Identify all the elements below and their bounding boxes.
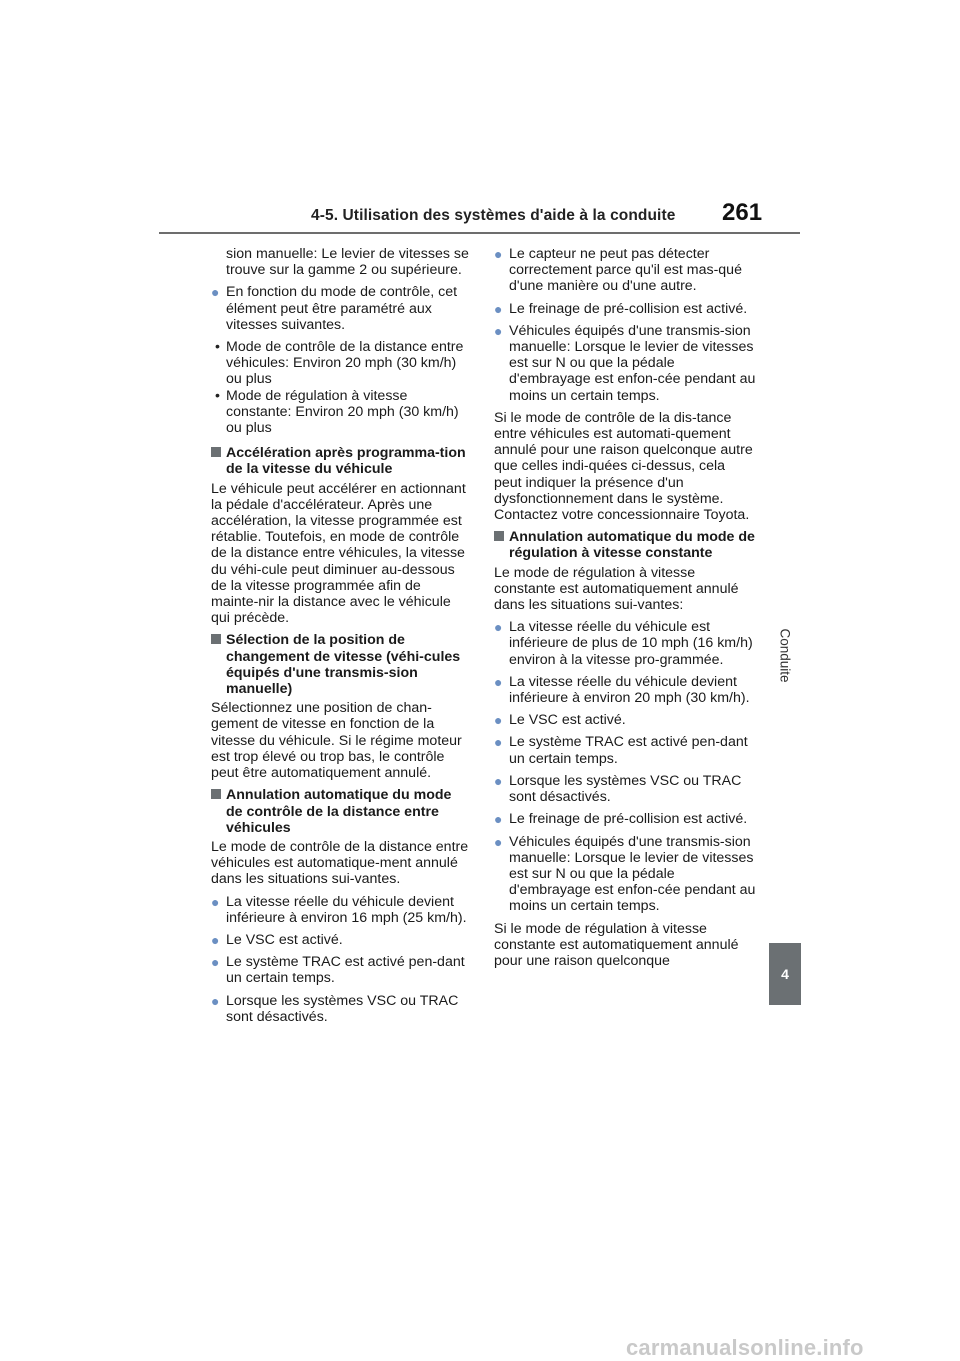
bullet-icon: ● [211, 992, 220, 1009]
bullet-icon: ● [211, 284, 220, 301]
list-item: ● Véhicules équipés d'une transmis-sion manuelle: Lorsque le levier de vitesses est sur N ou que la pédale d'embrayage est enfon-cée pendant au moins un certain temps. [494, 322, 756, 404]
list-item: ● Le VSC est activé. [211, 931, 343, 948]
chapter-tab [769, 943, 801, 1005]
continued-text: sion manuelle: Le levier de vitesses se trouve sur la gamme 2 ou supérieure. [226, 246, 469, 279]
bullet-icon: ● [494, 246, 503, 262]
bullet-icon: ● [211, 954, 220, 971]
list-item: ● La vitesse réelle du véhicule devient inférieure à environ 20 mph (30 km/h). [494, 673, 750, 707]
list-item: ● La vitesse réelle du véhicule devient inférieure à environ 16 mph (25 km/h). [211, 893, 467, 926]
right-column [494, 246, 756, 975]
bullet-icon: ● [494, 673, 503, 690]
chapter-label [775, 620, 795, 690]
bullet-icon: ● [494, 811, 503, 828]
list-item: ● Lorsque les systèmes VSC ou TRAC sont désactivés. [494, 772, 742, 806]
list-item: ● En fonction du mode de contrôle, cet élément peut être paramétré aux vitesses suivantes. [211, 284, 458, 333]
header-rule [159, 232, 800, 234]
section-title: 4-5. Utilisation des systèmes d'aide à la conduite [311, 207, 676, 224]
sub-list-item: • Mode de régulation à vitesse constante: Environ 20 mph (30 km/h) ou plus [215, 387, 459, 437]
dash-icon: • [215, 339, 220, 356]
bullet-icon: ● [494, 833, 503, 850]
square-bullet-icon [494, 531, 504, 541]
chapter-label-text: Conduite [777, 627, 793, 683]
bullet-icon: ● [494, 619, 503, 636]
list-item: ● Le freinage de pré-collision est activé. [494, 300, 748, 317]
paragraph: Si le mode de régulation à vitesse constante est automatiquement annulé pour une raison quelconque [494, 920, 739, 969]
bullet-icon: ● [494, 322, 503, 339]
sub-list-item: • Mode de contrôle de la distance entre véhicules: Environ 20 mph (30 km/h) ou plus [215, 339, 464, 388]
section-heading: Annulation automatique du mode de contrôle de la distance entre véhicules [211, 787, 471, 836]
bullet-icon: ● [494, 712, 503, 729]
bullet-icon: ● [494, 300, 503, 317]
square-bullet-icon [211, 447, 221, 457]
bullet-icon: ● [211, 931, 220, 948]
list-item: ● Lorsque les systèmes VSC ou TRAC sont désactivés. [211, 992, 459, 1025]
list-item: ● Le capteur ne peut pas détecter correctement parce qu'il est mas-qué d'une manière ou d'une autre. [494, 246, 742, 295]
section-heading: Accélération après programma-tion de la vitesse du véhicule [211, 445, 471, 477]
bullet-icon: ● [494, 772, 503, 789]
square-bullet-icon [211, 634, 221, 644]
list-item: ● Le freinage de pré-collision est activé. [494, 811, 748, 828]
bullet-icon: ● [494, 734, 503, 751]
paragraph: Le mode de régulation à vitesse constante est automatiquement annulé dans les situations sui-vantes: [494, 564, 739, 614]
paragraph: Sélectionnez une position de chan-gement de vitesse en fonction de la vitesse du véhicule. Si le régime moteur est trop élevé ou trop bas, le contrôle peut être automatiquement annulé. [211, 700, 462, 782]
paragraph: Si le mode de contrôle de la dis-tance entre véhicules est automati-quement annulé pour une raison quelconque autre que celles indi-quées ci-dessus, cela peut indiquer la présence d'un dysfonctionnement dans le système. Contactez votre concessionnaire Toyota. [494, 409, 753, 524]
list-item: ● Le système TRAC est activé pen-dant un certain temps. [211, 954, 465, 987]
section-heading: Sélection de la position de changement de vitesse (véhi-cules équipés d'une transmis-sion manuelle) [211, 632, 471, 697]
dash-icon: • [215, 387, 220, 404]
page-number: 261 [722, 199, 763, 226]
watermark: carmanualsonline.info [626, 1335, 864, 1360]
chapter-number: 4 [781, 966, 789, 982]
square-bullet-icon [211, 789, 221, 799]
paragraph: Le mode de contrôle de la distance entre véhicules est automatique-ment annulé dans les situations sui-vantes. [211, 838, 469, 888]
left-column [211, 246, 471, 1031]
section-heading: Annulation automatique du mode de régulation à vitesse constante [494, 529, 756, 561]
list-item: ● La vitesse réelle du véhicule est inférieure de plus de 10 mph (16 km/h) environ à la vitesse pro-grammée. [494, 619, 753, 668]
list-item: ● Véhicules équipés d'une transmis-sion manuelle: Lorsque le levier de vitesses est sur N ou que la pédale d'embrayage est enfon-cée pendant au moins un certain temps. [494, 833, 756, 915]
list-item: ● Le VSC est activé. [494, 712, 626, 729]
list-item: ● Le système TRAC est activé pen-dant un certain temps. [494, 734, 748, 767]
bullet-icon: ● [211, 893, 220, 910]
paragraph: Le véhicule peut accélérer en actionnant la pédale d'accélérateur. Après une accélération, la vitesse programmée est rétablie. Toutefois, en mode de contrôle de la distance entre véhicules, la vitesse du véhi-cule peut diminuer au-dessous de la vitesse programmée afin de mainte-nir la distance avec le véhicule qui précède. [211, 480, 466, 627]
